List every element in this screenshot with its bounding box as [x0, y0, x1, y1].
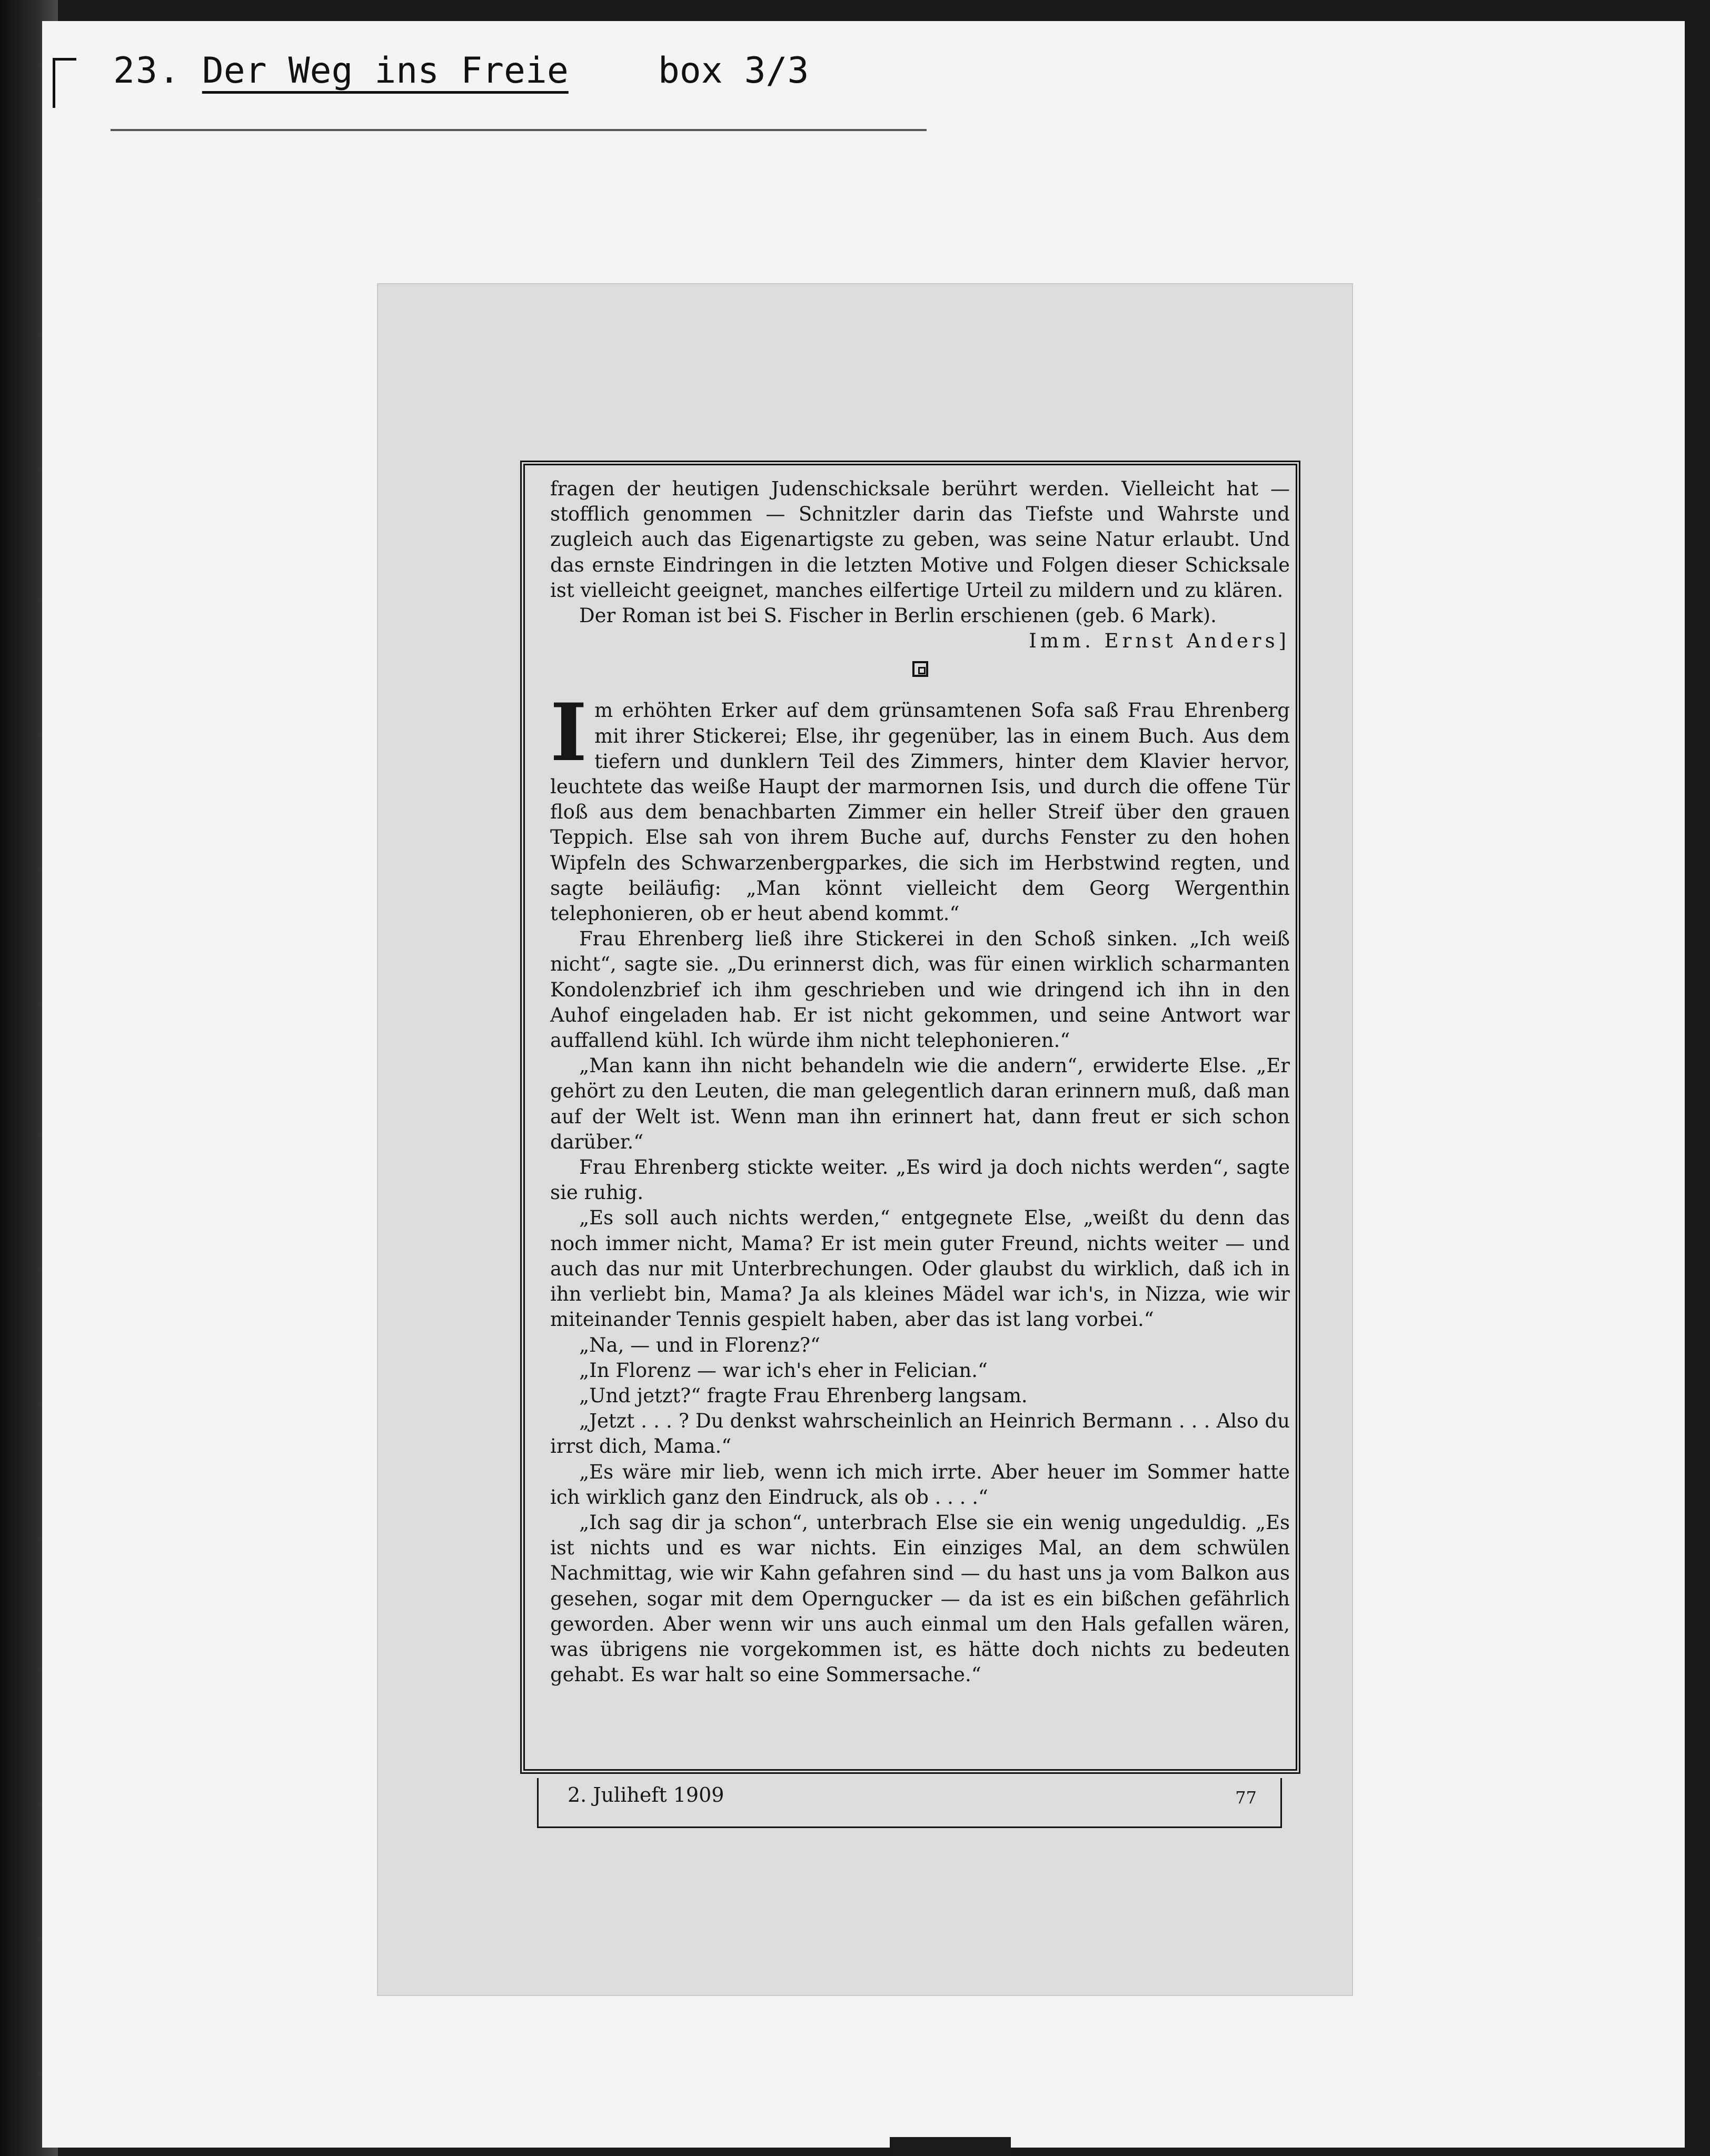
page-footer [537, 1778, 1282, 1828]
story-paragraph: Frau Ehrenberg ließ ihre Stickerei in den Schoß sinken. „Ich weiß nicht“, sagte sie. „Du erinnerst dich, was für einen wirklich scharmanten Kondolenzbrief ich ihm geschrieben und wie dringend ich ihn in den Auhof eingeladen hab. Er ist nicht gekommen, und seine Antwort war auffallend kühl. Ich würde ihm nicht telephonieren.“ [550, 927, 1290, 1052]
story-paragraph: „Und jetzt?“ fragte Frau Ehrenberg langsam. [579, 1384, 1028, 1407]
story-paragraph: „In Florenz — war ich's eher in Felician.“ [579, 1359, 988, 1382]
story-paragraph: Frau Ehrenberg stickte weiter. „Es wird ja doch nichts werden“, sagte sie ruhig. [550, 1156, 1290, 1204]
header-box-label: box 3/3 [658, 50, 809, 92]
story-paragraph: „Jetzt . . . ? Du denkst wahrscheinlich an Heinrich Bermann . . . Also du irrst dich, Mama.“ [550, 1410, 1290, 1458]
dropcap: I [550, 686, 588, 780]
story-paragraph [550, 686, 1290, 926]
crop-mark [53, 58, 76, 108]
story-paragraph: „Na, — und in Florenz?“ [579, 1333, 820, 1356]
archive-header [113, 50, 809, 103]
scan-bottom-strip [890, 2137, 1011, 2156]
story-paragraph: „Es soll auch nichts werden,“ entgegnete Else, „weißt du denn das noch immer nicht, Mama? Er ist mein guter Freund, nichts weiter — und auch das nur mit Unterbrechungen. Oder glaubst du wirklich, daß ich in ihn verliebt bin, Mama? Ja als kleines Mädel war ich's, in Nizza, wie wir miteinander Tennis gespielt haben, aber das ist lang vorbei.“ [550, 1206, 1290, 1331]
article-text [550, 476, 1290, 1688]
article-source: Der Roman ist bei S. Fischer in Berlin erschienen (geb. 6 Mark). [579, 604, 1217, 627]
article-intro: fragen der heutigen Judenschicksale berührt werden. Vielleicht hat — stofflich genommen — Schnitzler darin das Tiefste und Wahrste und zugleich auch das Eigenartigste zu geben, was seine Natur erlaubt. Und das ernste Eindringen in die letzten Motive und Folgen dieser Schicksale ist vielleicht geeignet, manches eilfertige Urteil zu mildern und zu klären. [550, 477, 1290, 602]
story-paragraph: „Es wäre mir lieb, wenn ich mich irrte. Aber heuer im Sommer hatte ich wirklich ganz den Eindruck, als ob . . . .“ [550, 1460, 1290, 1509]
header-title: Der Weg ins Freie [202, 50, 569, 92]
story-paragraph: „Ich sag dir ja schon“, unterbrach Else sie ein wenig ungeduldig. „Es ist nichts und es war nichts. Ein einziges Mal, an dem schwülen Nachmittag, wie wir Kahn gefahren sind — du hast uns ja vom Balkon aus gesehen, sogar mit dem Operngucker — da ist es ein bißchen gefährlich geworden. Aber wenn wir uns auch einmal um den Hals gefallen wären, was übrigens nie vorgekommen ist, es hätte doch nichts zu bedeuten gehabt. Es war halt so eine Sommersache.“ [550, 1511, 1290, 1686]
header-number: 23. [113, 50, 181, 92]
story-paragraph-text: m erhöhten Erker auf dem grünsamtenen Sofa saß Frau Ehrenberg mit ihrer Stickerei; Else, ihr gegenüber, las in einem Buch. Aus dem tiefern und dunklern Teil des Zimmers, hinter dem Klavier hervor, leuchtete das weiße Haupt der marmornen Isis, und durch die offene Tür floß aus dem benachbarten Zimmer ein heller Streif über den grauen Teppich. Else sah von ihrem Buche auf, durchs Fenster zu den hohen Wipfeln des Schwarzenbergparkes, die sich im Herbstwind regten, und sagte beiläufig: „Man könnt vielleicht dem Georg Wergenthin telephonieren, ob er heut abend kommt.“ [550, 699, 1290, 925]
header-rule [111, 129, 927, 131]
footer-issue: 2. Juliheft 1909 [568, 1783, 724, 1806]
article-author: Imm. Ernst Anders] [1029, 630, 1290, 653]
story-paragraph: „Man kann ihn nicht behandeln wie die andern“, erwiderte Else. „Er gehört zu den Leuten, die man gelegentlich daran erinnern muß, daß man auf der Welt ist. Wenn man ihn erinnert hat, dann freut er sich schon darüber.“ [550, 1054, 1290, 1153]
section-ornament-icon [912, 661, 928, 677]
footer-page-number: 77 [1235, 1788, 1257, 1808]
